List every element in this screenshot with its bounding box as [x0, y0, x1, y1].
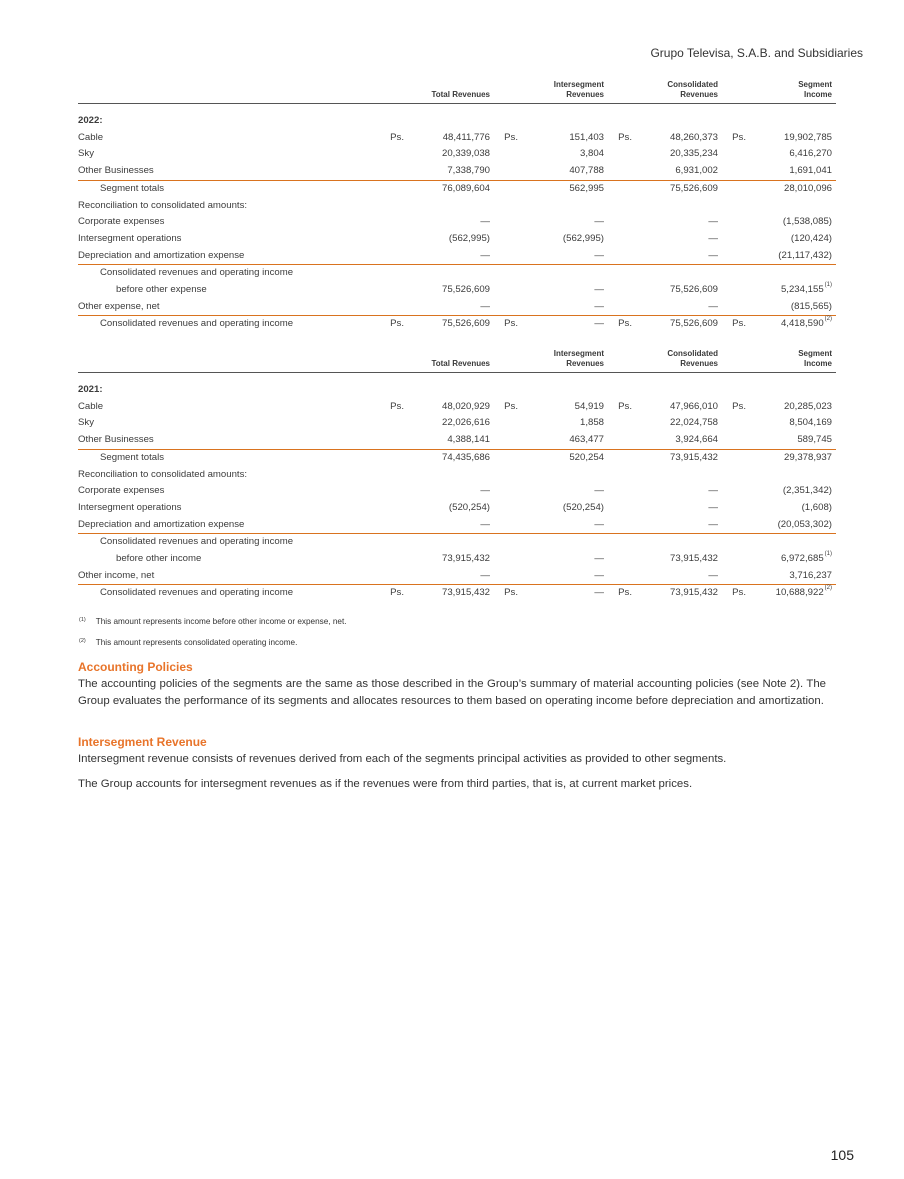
intersegment-revenue-text-2: The Group accounts for intersegment revenues as if the revenues were from third parties, that is, at current market prices.	[78, 778, 693, 790]
accounting-policies-text: The accounting policies of the segments are the same as those described in the Group’s summary of material accounting policies (see Note 2). The Group evaluates the performance of its segments and allocates resources to them based on operating income before depreciation and amortization.	[78, 678, 826, 707]
table-header-row	[78, 349, 836, 373]
table-row: Consolidated revenues and operating income	[100, 267, 294, 279]
table-row: Depreciation and amortization expense — — — (20,053,302)	[78, 517, 836, 534]
footnote-2: $^{(2)}$ This amount represents consolidated operating income.	[79, 638, 298, 647]
table-row: Sky 22,026,616 1,858 22,024,758 8,504,169	[78, 417, 832, 429]
table-row: before other income 73,915,432 — 73,915,432 6,972,685$^{(1)}$	[116, 551, 832, 565]
col-consolidated-revenues: Consolidated Revenues	[667, 80, 718, 99]
table-header-row	[78, 80, 836, 104]
table-row: Cable Ps. 48,020,929 Ps. 54,919 Ps. 47,966,010 Ps. 20,285,023	[78, 400, 832, 412]
table-row: Intersegment operations (520,254) (520,254) — (1,608)	[78, 501, 832, 513]
intersegment-revenue-title: Intersegment Revenue	[78, 735, 207, 749]
intersegment-revenue-text-1: Intersegment revenue consists of revenues derived from each of the segments principal activities as provided to other segments.	[78, 753, 727, 765]
page-number: 105	[830, 1147, 854, 1163]
segment-table-2022	[78, 80, 836, 333]
year-label: 2021:	[78, 384, 103, 395]
table-row: Corporate expenses — — — (2,351,342)	[78, 485, 832, 497]
year-label: 2022:	[78, 115, 103, 126]
col-segment-income: Segment Income	[798, 80, 832, 99]
accounting-policies-title: Accounting Policies	[78, 660, 193, 674]
table-row: Corporate expenses — — — (1,538,085)	[78, 216, 832, 228]
col-segment-income: Segment Income	[798, 349, 832, 368]
col-consolidated-revenues: Consolidated Revenues	[667, 349, 718, 368]
table-row: Sky 20,339,038 3,804 20,335,234 6,416,270	[78, 148, 832, 160]
table-row: Consolidated revenues and operating income	[100, 536, 294, 548]
table-row: Depreciation and amortization expense — — — (21,117,432)	[78, 248, 836, 265]
segment-table-2021	[78, 349, 836, 602]
table-row: Reconciliation to consolidated amounts:	[78, 199, 248, 211]
col-total-revenues: Total Revenues	[431, 90, 490, 99]
table-row: Consolidated revenues and operating income Ps. 75,526,609 Ps. — Ps. 75,526,609 Ps. 4,418,590$^{(2)}$	[100, 316, 832, 330]
table-row: Reconciliation to consolidated amounts:	[78, 468, 248, 480]
table-row: Other Businesses 4,388,141 463,477 3,924,664 589,745	[78, 432, 836, 449]
company-header: Grupo Televisa, S.A.B. and Subsidiaries	[650, 46, 863, 60]
col-intersegment-revenues: Intersegment Revenues	[553, 349, 604, 368]
footnote-1: $^{(1)}$ This amount represents income before other income or expense, net.	[79, 617, 347, 626]
table-row: Segment totals 74,435,686 520,254 73,915,432 29,378,937	[100, 451, 832, 463]
table-row: Other income, net — — — 3,716,237	[78, 568, 836, 585]
table-row: before other expense 75,526,609 — 75,526,609 5,234,155$^{(1)}$	[116, 282, 832, 296]
table-row: Cable Ps. 48,411,776 Ps. 151,403 Ps. 48,260,373 Ps. 19,902,785	[78, 131, 832, 143]
table-row: Intersegment operations (562,995) (562,995) — (120,424)	[78, 232, 832, 244]
table-row: Segment totals 76,089,604 562,995 75,526,609 28,010,096	[100, 182, 832, 194]
col-intersegment-revenues: Intersegment Revenues	[553, 80, 604, 99]
table-row: Consolidated revenues and operating income Ps. 73,915,432 Ps. — Ps. 73,915,432 Ps. 10,688,922$^{(2)}$	[100, 585, 832, 599]
table-row: Other expense, net — — — (815,565)	[78, 299, 836, 316]
table-row: Other Businesses 7,338,790 407,788 6,931,002 1,691,041	[78, 163, 836, 180]
col-total-revenues: Total Revenues	[431, 359, 490, 368]
